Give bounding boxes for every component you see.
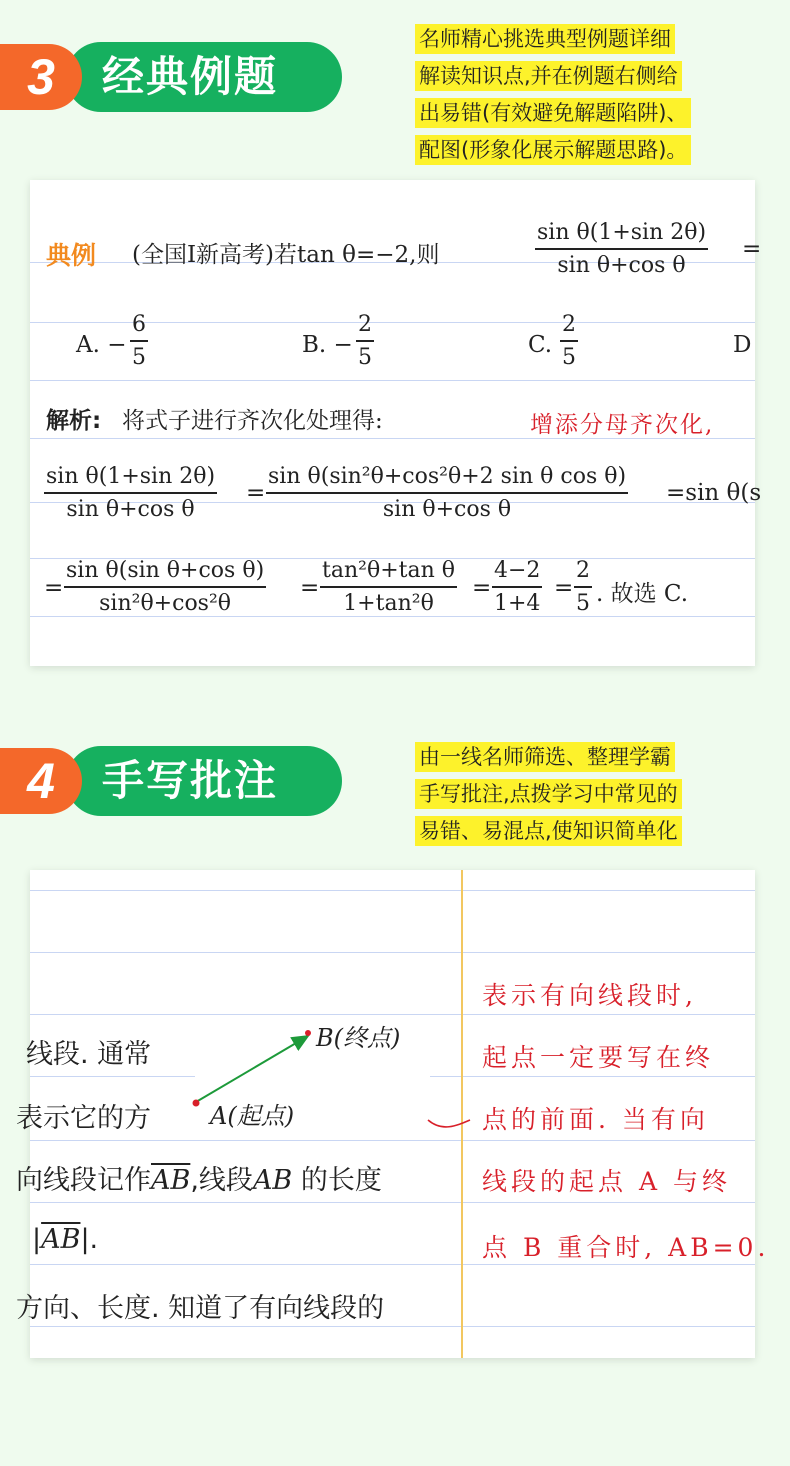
step2-a-den: sin²θ+cos²θ <box>99 590 232 616</box>
section-4-desc-line: 手写批注,点拨学习中常见的 <box>415 779 682 809</box>
option-c-fraction <box>560 310 578 374</box>
note-text-segment: |. <box>80 1224 99 1255</box>
question-denominator: sin θ+cos θ <box>557 252 686 278</box>
option-c-den: 5 <box>562 344 576 370</box>
note-line: 线段. 通常 <box>26 1039 152 1070</box>
step2-fraction-b <box>320 556 457 620</box>
step2-c-den: 1+4 <box>494 590 541 616</box>
step1-mid-num: sin θ(sin²θ+cos²θ+2 sin θ cos θ) <box>268 464 627 489</box>
vector-ab: $\overline{AB}$ <box>41 1224 81 1255</box>
question-fraction <box>535 218 708 282</box>
option-b-fraction <box>356 310 374 374</box>
example-card <box>30 180 762 666</box>
point-b-dot <box>305 1030 311 1036</box>
analysis-text: 将式子进行齐次化处理得: <box>122 408 383 434</box>
option-a-den: 5 <box>132 344 146 370</box>
note-line: 表示它的方 <box>16 1103 151 1134</box>
section-4-title: 手写批注 <box>66 746 342 816</box>
step1-left-num: sin θ(1+sin 2θ) <box>46 464 216 489</box>
step2-fraction-d <box>574 556 592 620</box>
step2-b-num: tan²θ+tan θ <box>322 558 455 583</box>
step2-equals: = <box>554 575 574 601</box>
question-equals: = <box>742 236 762 262</box>
handwritten-note-line: 表示有向线段时, <box>482 981 697 1010</box>
step2-b-den: 1+tan²θ <box>343 590 434 616</box>
analysis-label: 解析: <box>46 408 102 434</box>
option-b-num: 2 <box>358 312 372 337</box>
section-3-header <box>0 42 345 112</box>
step1-left-fraction <box>44 462 217 526</box>
section-4-description <box>415 742 755 853</box>
note-text-segment: ,线段 <box>190 1165 253 1196</box>
option-a-num: 6 <box>132 312 146 337</box>
section-3-number: 3 <box>0 44 82 110</box>
step2-d-num: 2 <box>576 558 590 583</box>
handwritten-note-line: 起点一定要写在终 <box>482 1043 715 1072</box>
question-numerator: sin θ(1+sin 2θ) <box>537 220 707 245</box>
option-b-prefix: B. − <box>302 332 353 358</box>
point-a-dot <box>193 1100 200 1107</box>
section-3-title: 经典例题 <box>66 42 342 112</box>
section-3-desc-line: 解读知识点,并在例题右侧给 <box>415 61 682 91</box>
step2-fraction-c <box>492 556 542 620</box>
margin-line <box>461 870 463 1358</box>
step2-equals: = <box>472 575 492 601</box>
section-4-header <box>0 746 345 816</box>
section-4-desc-line: 易错、易混点,使知识简单化 <box>415 816 682 846</box>
step2-c-num: 4−2 <box>494 558 541 583</box>
option-c-num: 2 <box>562 312 576 337</box>
step2-conclusion: . 故选 C. <box>596 581 689 607</box>
section-3-description <box>415 24 755 172</box>
step1-left-den: sin θ+cos θ <box>66 496 195 522</box>
point-b-label: B(终点) <box>316 1024 401 1052</box>
note-text-segment: 向线段记作 <box>16 1165 151 1196</box>
step1-mid-den: sin θ+cos θ <box>382 496 512 522</box>
note-line: 方向、长度. 知道了有向线段的 <box>16 1293 385 1324</box>
annotation-card <box>16 870 770 1358</box>
step1-mid-fraction <box>266 462 628 526</box>
note-text-segment: 的长度 <box>292 1165 382 1196</box>
option-b-den: 5 <box>358 344 372 370</box>
handwritten-note-line: 线段的起点 A 与终 <box>482 1167 731 1196</box>
red-annotation: 增添分母齐次化, <box>530 412 715 438</box>
section-3-desc-line: 出易错(有效避免解题陷阱)、 <box>415 98 691 128</box>
step2-equals: = <box>300 575 320 601</box>
vector-ab: $\overline{AB}$ <box>151 1165 191 1196</box>
note-text-segment: | <box>32 1224 42 1255</box>
option-c-prefix: C. <box>528 332 553 358</box>
option-a-prefix: A. − <box>76 332 127 358</box>
section-3-desc-line: 配图(形象化展示解题思路)。 <box>415 135 691 165</box>
example-source: (全国Ⅰ新高考)若tan θ=−2,则 <box>132 242 440 268</box>
step2-fraction-a <box>64 556 266 620</box>
section-4-desc-line: 由一线名师筛选、整理学霸 <box>415 742 675 772</box>
section-3-desc-line: 名师精心挑选典型例题详细 <box>415 24 675 54</box>
handwritten-note-line: 点 B 重合时, AB=0. <box>482 1233 770 1262</box>
point-a-label: A(起点) <box>210 1102 295 1130</box>
step1-tail: =sin θ(s <box>666 480 762 506</box>
step2-a-num: sin θ(sin θ+cos θ) <box>66 558 265 583</box>
step2-d-den: 5 <box>576 590 590 616</box>
option-d-prefix: D <box>733 332 752 358</box>
section-4-number: 4 <box>0 748 82 814</box>
handwritten-note-line: 点的前面. 当有向 <box>482 1105 709 1134</box>
example-label: 典例 <box>46 241 97 270</box>
step1-equals: = <box>246 480 266 506</box>
segment-ab: AB <box>252 1165 293 1196</box>
option-a-fraction <box>130 310 148 374</box>
step2-equals: = <box>44 575 64 601</box>
